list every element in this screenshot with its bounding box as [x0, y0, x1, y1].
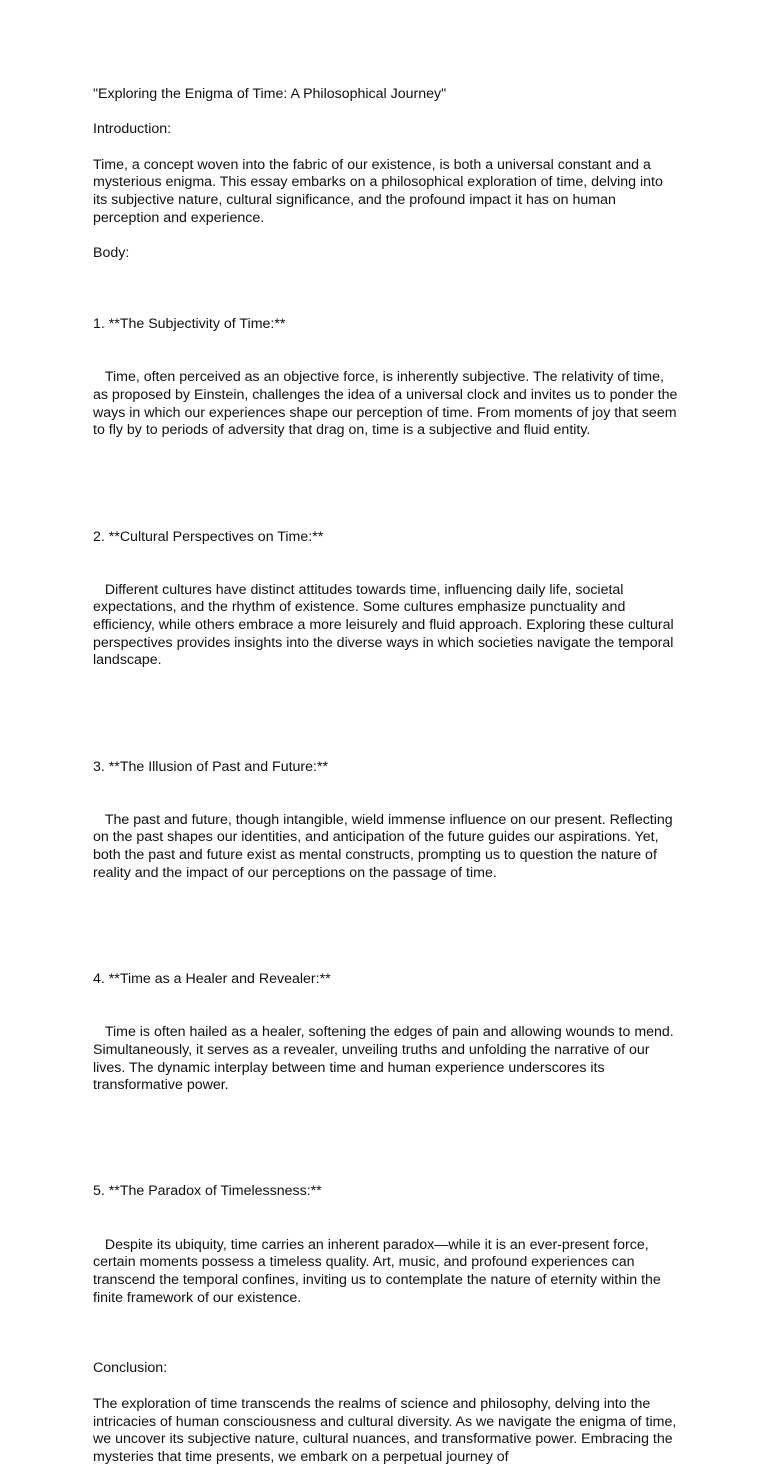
section-1	[93, 281, 680, 476]
section-3-text: The past and future, though intangible, wield immense influence on our present. Reflecting on the past shapes our identities, and anticipation of the future guides our aspirations. Yet, both the past and future exist as mental constructs, prompting us to question the nature of reality and the impact of our perceptions on the passage of time.	[93, 811, 677, 881]
section-4	[93, 936, 680, 1131]
section-1-heading: 1. **The Subjectivity of Time:**	[93, 316, 286, 333]
introduction-paragraph: Time, a concept woven into the fabric of our existence, is both a universal constant and a mysterious enigma. This essay embarks on a philosophical exploration of time, delving into its subjective nature, cultural significance, and the profound impact it has on human perception and experience.	[93, 156, 667, 226]
conclusion-paragraph: The exploration of time transcends the realms of science and philosophy, delving into the intricacies of human consciousness and cultural diversity. As we navigate the enigma of time, we uncover its subjective nature, cultural nuances, and transformative power. Embracing the mysteries that time presents, we embark on a perpetual journey of	[93, 1395, 681, 1465]
section-5-heading: 5. **The Paradox of Timelessness:**	[93, 1183, 322, 1200]
section-5-text: Despite its ubiquity, time carries an inherent paradox—while it is an ever-present force, certain moments possess a timeless quality. Art, music, and profound experiences can transcend the temporal confines, inviting us to contemplate the nature of eternity within the finite framework of our existence.	[93, 1236, 665, 1306]
section-2	[93, 493, 680, 705]
section-2-text: Different cultures have distinct attitudes towards time, influencing daily life, societal expectations, and the rhythm of existence. Some cultures emphasize punctuality and efficiency, while others embrace a more leisurely and fluid approach. Exploring these cultural perspectives provides insights into the diverse ways in which societies navigate the temporal landscape.	[93, 581, 678, 669]
section-2-heading: 2. **Cultural Perspectives on Time:**	[93, 528, 324, 545]
section-1-text: Time, often perceived as an objective force, is inherently subjective. The relativity of time, as proposed by Einstein, challenges the idea of a universal clock and invites us to ponder the ways in which our experiences shape our perception of time. From moments of joy that seem to fly by to periods of adversity that drag on, time is a subjective and fluid entity.	[93, 369, 682, 439]
essay-title: "Exploring the Enigma of Time: A Philosophical Journey"	[93, 86, 447, 102]
section-3	[93, 723, 680, 918]
section-5	[93, 1148, 680, 1343]
introduction-heading: Introduction:	[93, 121, 172, 138]
conclusion-heading: Conclusion:	[93, 1360, 168, 1377]
section-4-text: Time is often hailed as a healer, softening the edges of pain and allowing wounds to mend. Simultaneously, it serves as a revealer, unveiling truths and unfolding the narrative of our lives. The dynamic interplay between time and human experience underscores its transformative power.	[93, 1024, 678, 1094]
section-3-heading: 3. **The Illusion of Past and Future:**	[93, 758, 329, 775]
body-heading: Body:	[93, 245, 130, 262]
section-4-heading: 4. **Time as a Healer and Revealer:**	[93, 971, 331, 988]
